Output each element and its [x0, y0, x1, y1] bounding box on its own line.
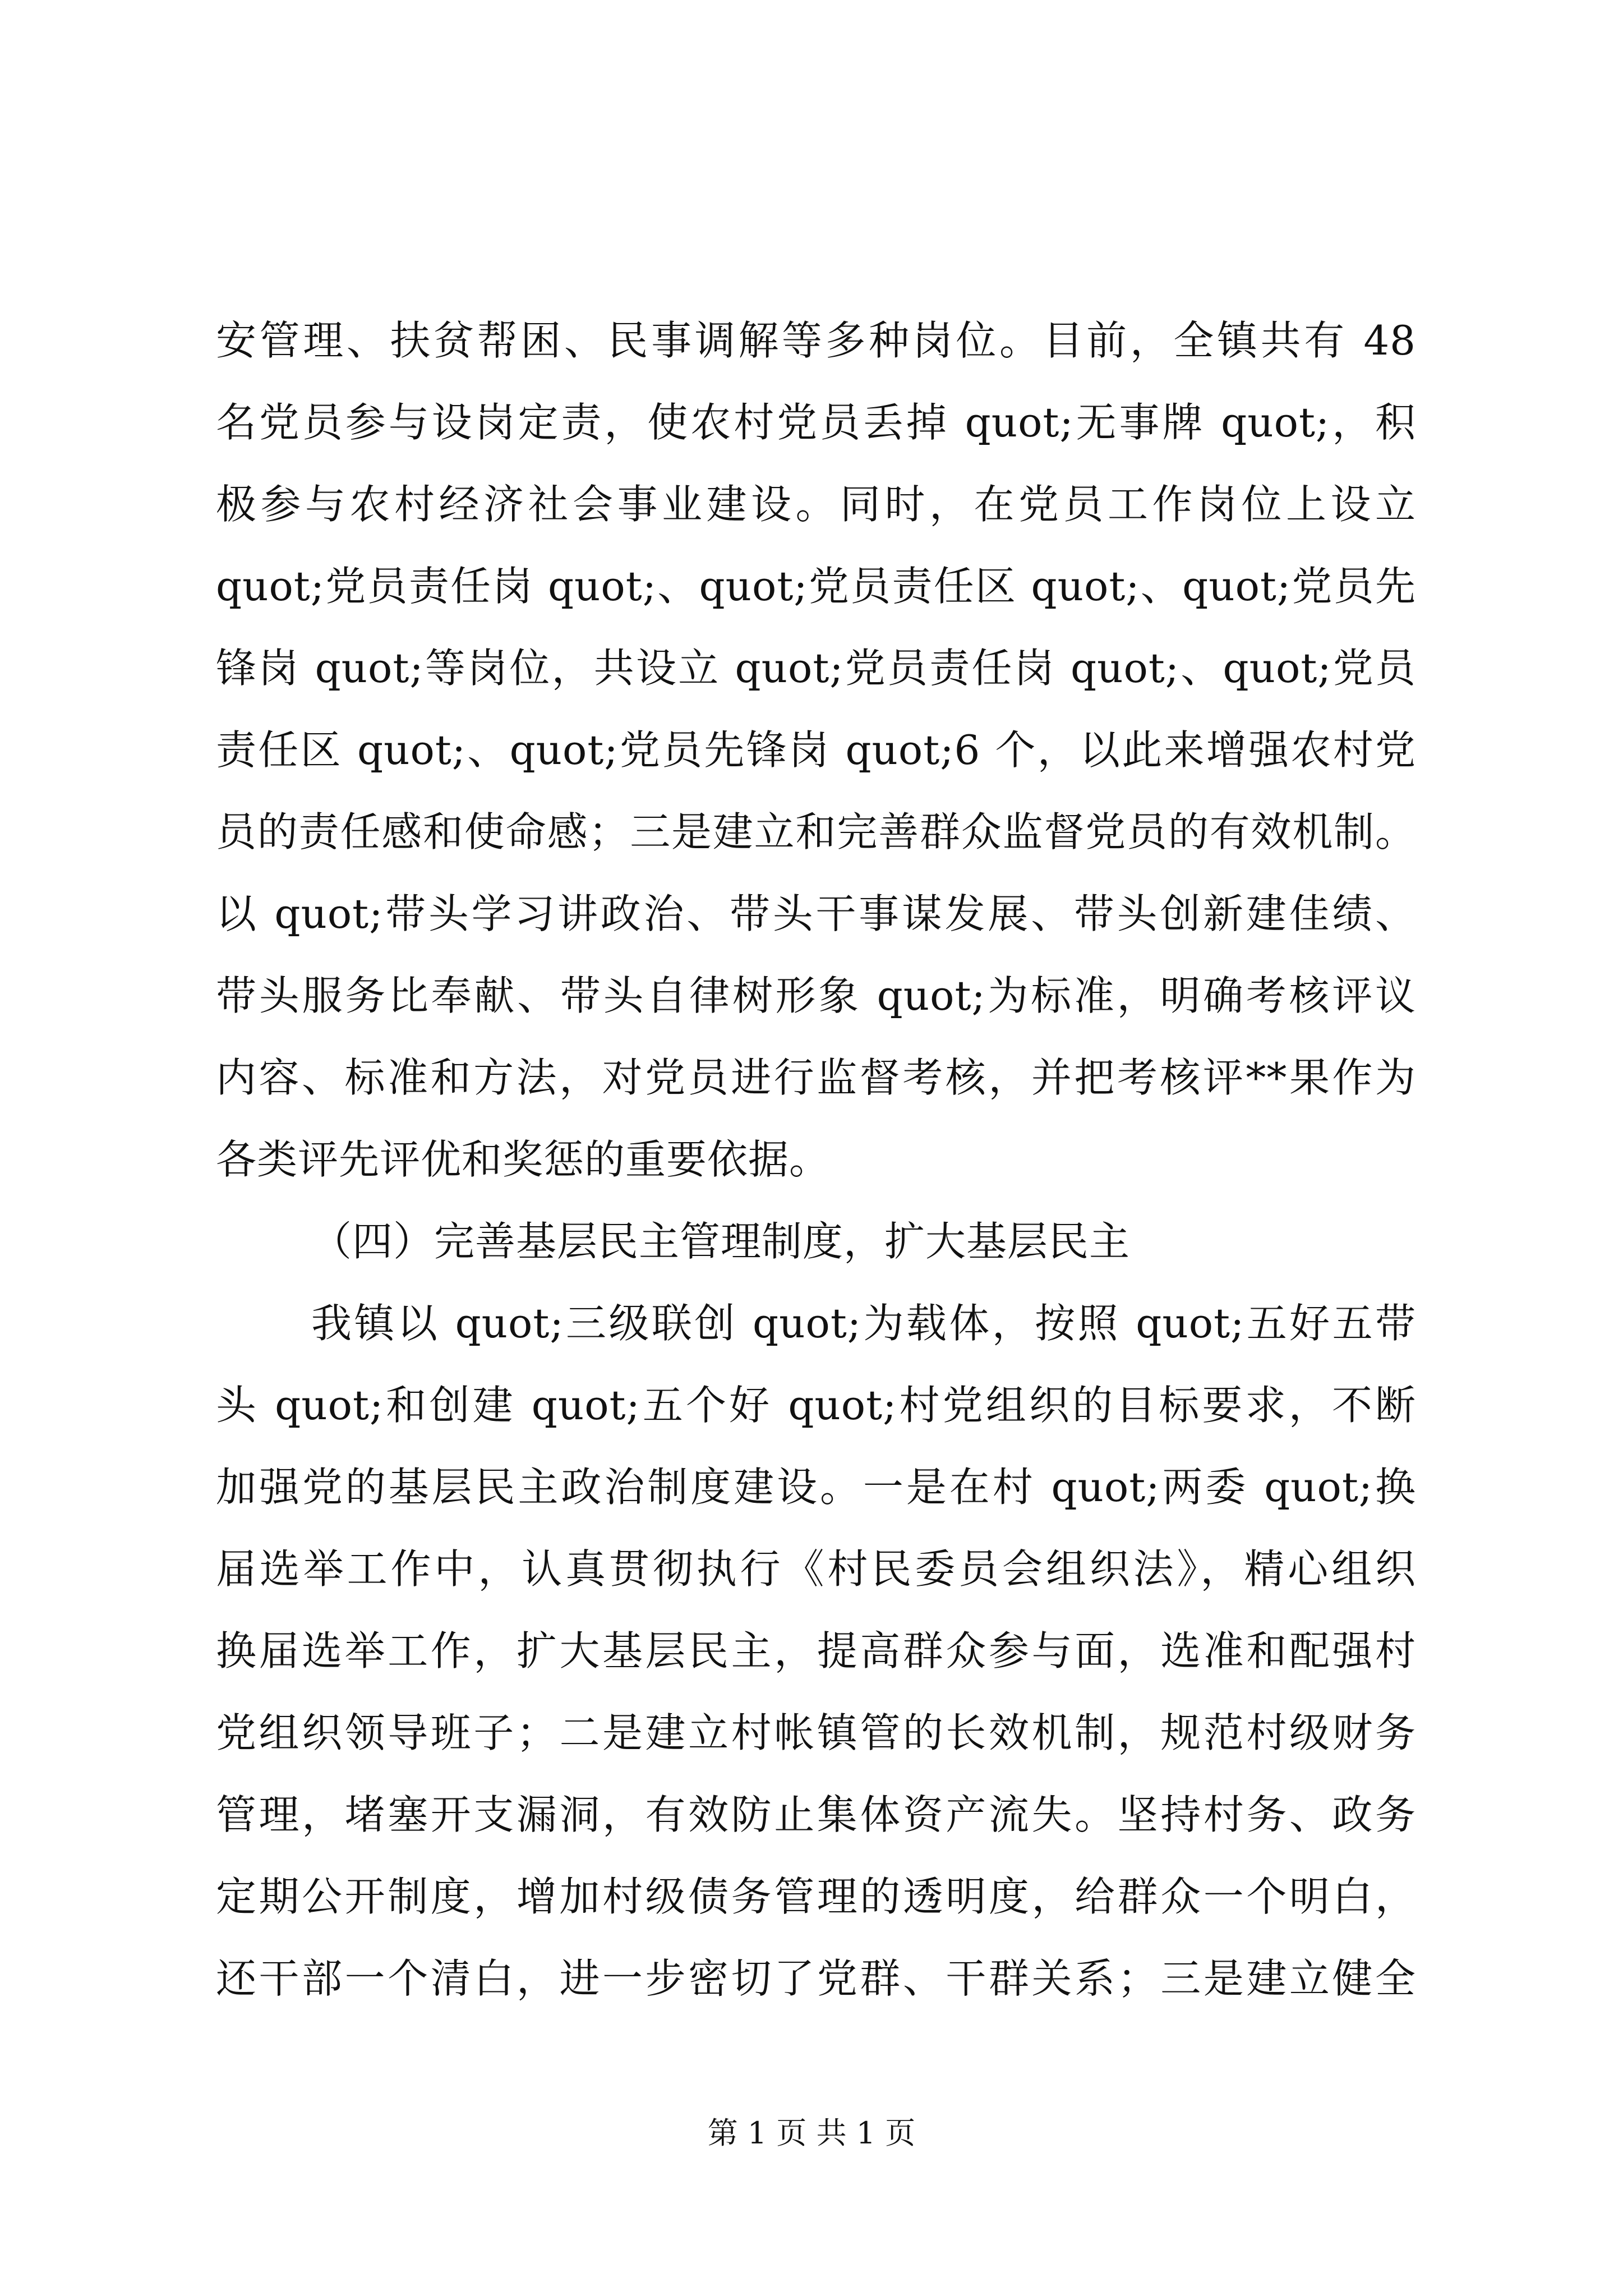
section-heading: （四）完善基层民主管理制度，扩大基层民主 [311, 1218, 1131, 1265]
text-line: 届选举工作中，认真贯彻执行《村民委员会组织法》，精心组织 [216, 1545, 1416, 1593]
page-footer: 第 1 页 共 1 页 [707, 2115, 916, 2151]
text-line: 管理，堵塞开支漏洞，有效防止集体资产流失。坚持村务、政务 [216, 1791, 1416, 1838]
text-line: 责任区 quot;、quot;党员先锋岗 quot;6 个，以此来增强农村党 [216, 726, 1416, 774]
text-line: 各类评先评优和奖惩的重要依据。 [216, 1136, 831, 1183]
text-line: 以 quot;带头学习讲政治、带头干事谋发展、带头创新建佳绩、 [216, 890, 1416, 937]
text-line: 头 quot;和创建 quot;五个好 quot;村党组织的目标要求，不断 [216, 1382, 1416, 1429]
text-line: 带头服务比奉献、带头自律树形象 quot;为标准，明确考核评议 [216, 972, 1416, 1019]
text-line: quot;党员责任岗 quot;、quot;党员责任区 quot;、quot;党员先 [216, 563, 1416, 610]
text-line: 员的责任感和使命感；三是建立和完善群众监督党员的有效机制。 [216, 808, 1416, 855]
text-line: 换届选举工作，扩大基层民主，提高群众参与面，选准和配强村 [216, 1627, 1416, 1674]
text-line: 内容、标准和方法，对党员进行监督考核，并把考核评**果作为 [216, 1054, 1416, 1101]
text-line: 锋岗 quot;等岗位，共设立 quot;党员责任岗 quot;、quot;党员 [216, 645, 1416, 692]
paragraph-first-line: 我镇以 quot;三级联创 quot;为载体，按照 quot;五好五带 [311, 1300, 1416, 1347]
text-line: 党组织领导班子；二是建立村帐镇管的长效机制，规范村级财务 [216, 1709, 1416, 1756]
text-line: 名党员参与设岗定责，使农村党员丢掉 quot;无事牌 quot;，积 [216, 399, 1416, 446]
text-line: 还干部一个清白，进一步密切了党群、干群关系；三是建立健全 [216, 1955, 1416, 2002]
text-line: 定期公开制度，增加村级债务管理的透明度，给群众一个明白， [216, 1873, 1416, 1920]
text-line: 加强党的基层民主政治制度建设。一是在村 quot;两委 quot;换 [216, 1464, 1416, 1511]
text-line: 极参与农村经济社会事业建设。同时，在党员工作岗位上设立 [216, 481, 1416, 528]
document-body [216, 300, 1416, 2019]
text-line: 安管理、扶贫帮困、民事调解等多种岗位。目前，全镇共有 48 [216, 317, 1416, 364]
